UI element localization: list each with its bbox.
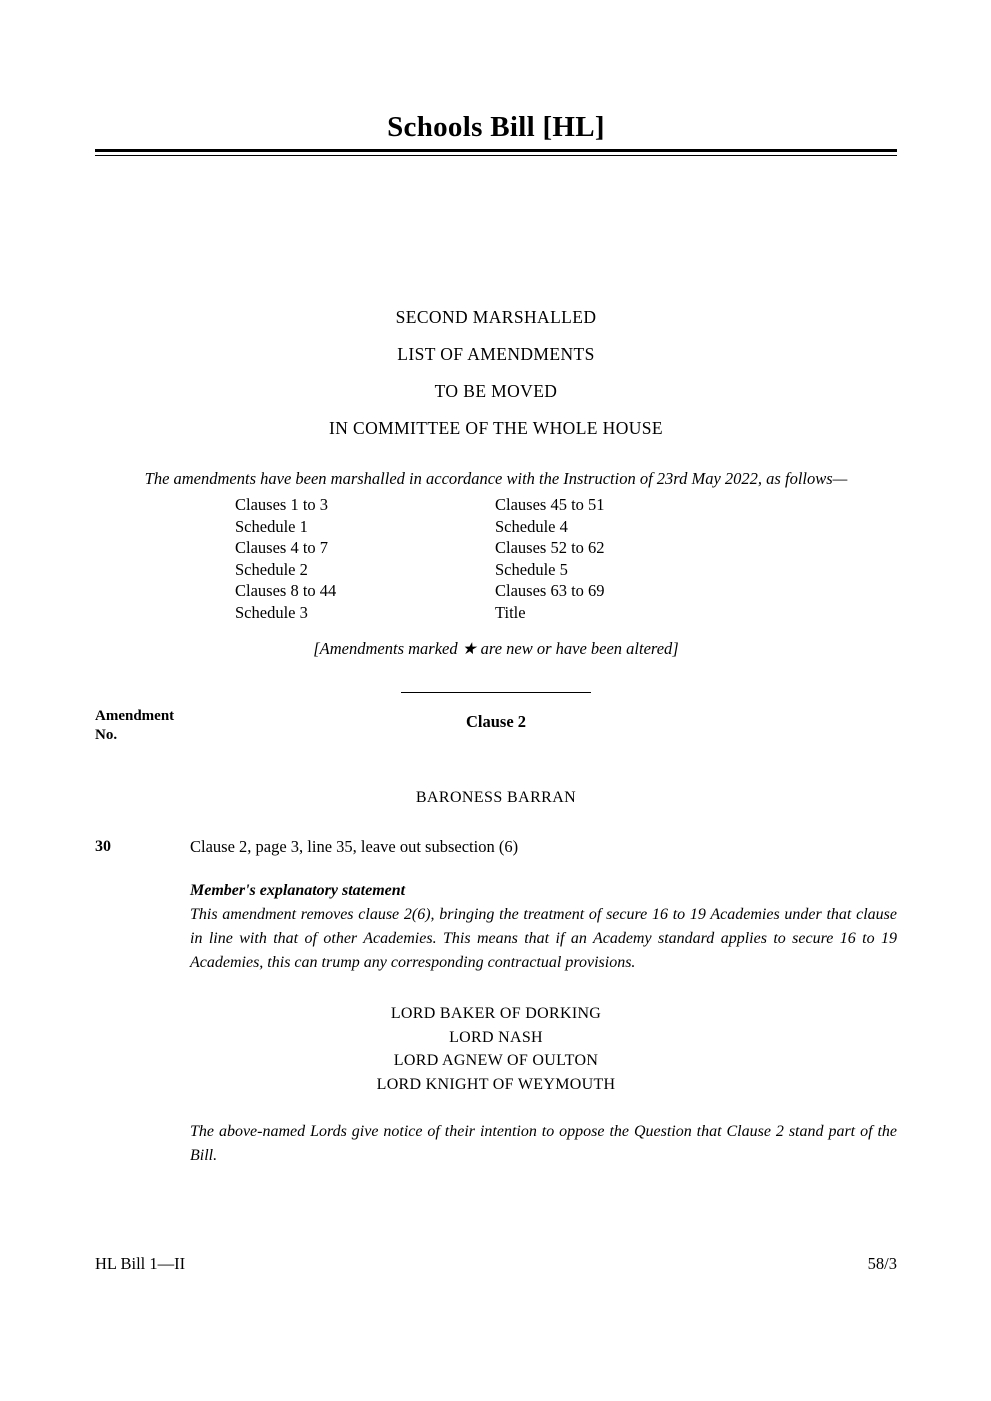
marshalling-column-left bbox=[235, 494, 495, 623]
explanatory-statement-heading: Member's explanatory statement bbox=[190, 882, 406, 899]
clause-heading: Clause 2 bbox=[465, 712, 527, 731]
mover-name: BARONESS BARRAN bbox=[415, 789, 577, 806]
amendment-no-label-line1: Amendment bbox=[95, 708, 175, 724]
marshalling-item: Clauses 63 to 69 bbox=[495, 581, 605, 600]
marshalling-item: Clauses 4 to 7 bbox=[235, 538, 329, 557]
marshalling-item: Schedule 5 bbox=[495, 559, 568, 579]
section-divider bbox=[401, 692, 591, 693]
heading-line-3: TO BE MOVED bbox=[434, 381, 558, 401]
marshalling-item: Schedule 2 bbox=[235, 559, 308, 579]
title-rule-thin bbox=[95, 155, 897, 156]
marshalling-column-right bbox=[495, 494, 755, 623]
marshalling-item: Clauses 45 to 51 bbox=[495, 495, 605, 514]
amendment-no-label-line2: No. bbox=[95, 727, 118, 743]
marshalling-item: Schedule 3 bbox=[235, 602, 308, 622]
marshalling-item: Title bbox=[495, 602, 526, 622]
document-heading bbox=[95, 306, 897, 439]
title-rule-thick bbox=[95, 149, 897, 152]
opposing-lord: LORD KNIGHT OF WEYMOUTH bbox=[376, 1075, 616, 1093]
heading-line-2: LIST OF AMENDMENTS bbox=[397, 344, 595, 364]
amendment-text: Clause 2, page 3, line 35, leave out subsection (6) bbox=[190, 837, 519, 856]
opposing-lord: LORD AGNEW OF OULTON bbox=[393, 1052, 599, 1069]
marshalling-columns bbox=[235, 494, 897, 623]
star-note: [Amendments marked ★ are new or have been altered] bbox=[313, 639, 679, 658]
opposing-lord: LORD BAKER OF DORKING bbox=[390, 1005, 602, 1022]
footer-page-number: 58/3 bbox=[867, 1254, 897, 1273]
amendment-header bbox=[95, 708, 897, 751]
opposing-lord: LORD NASH bbox=[449, 1028, 543, 1046]
marshalling-item: Schedule 1 bbox=[235, 516, 308, 536]
marshalling-item: Clauses 52 to 62 bbox=[495, 538, 605, 557]
oppose-notice: The above-named Lords give notice of their intention to oppose the Question that Clause 2 stand part of the Bill. bbox=[190, 1123, 897, 1164]
amendment-number: 30 bbox=[95, 838, 111, 855]
marshalling-item: Schedule 4 bbox=[495, 516, 568, 536]
marshalling-item: Clauses 1 to 3 bbox=[235, 495, 329, 514]
heading-line-4: IN COMMITTEE OF THE WHOLE HOUSE bbox=[328, 418, 664, 438]
page-title: Schools Bill [HL] bbox=[387, 111, 605, 143]
amendment-no-label bbox=[95, 707, 174, 745]
marshalling-item: Clauses 8 to 44 bbox=[235, 581, 337, 600]
marshalling-intro: The amendments have been marshalled in accordance with the Instruction of 23rd May 2022, as follows— bbox=[144, 469, 848, 488]
amendment-entry bbox=[95, 835, 897, 858]
page-footer bbox=[95, 1253, 897, 1275]
heading-line-1: SECOND MARSHALLED bbox=[395, 307, 597, 327]
footer-bill-reference: HL Bill 1—II bbox=[95, 1254, 186, 1273]
opposing-lords-list bbox=[95, 1002, 897, 1096]
explanatory-statement-body: This amendment removes clause 2(6), bringing the treatment of secure 16 to 19 Academies under that clause in line with that of other Academies. This means that if an Academy standard applies to secure 16 to 19 Academies, this can trump any corresponding contractual provisions. bbox=[190, 906, 897, 971]
